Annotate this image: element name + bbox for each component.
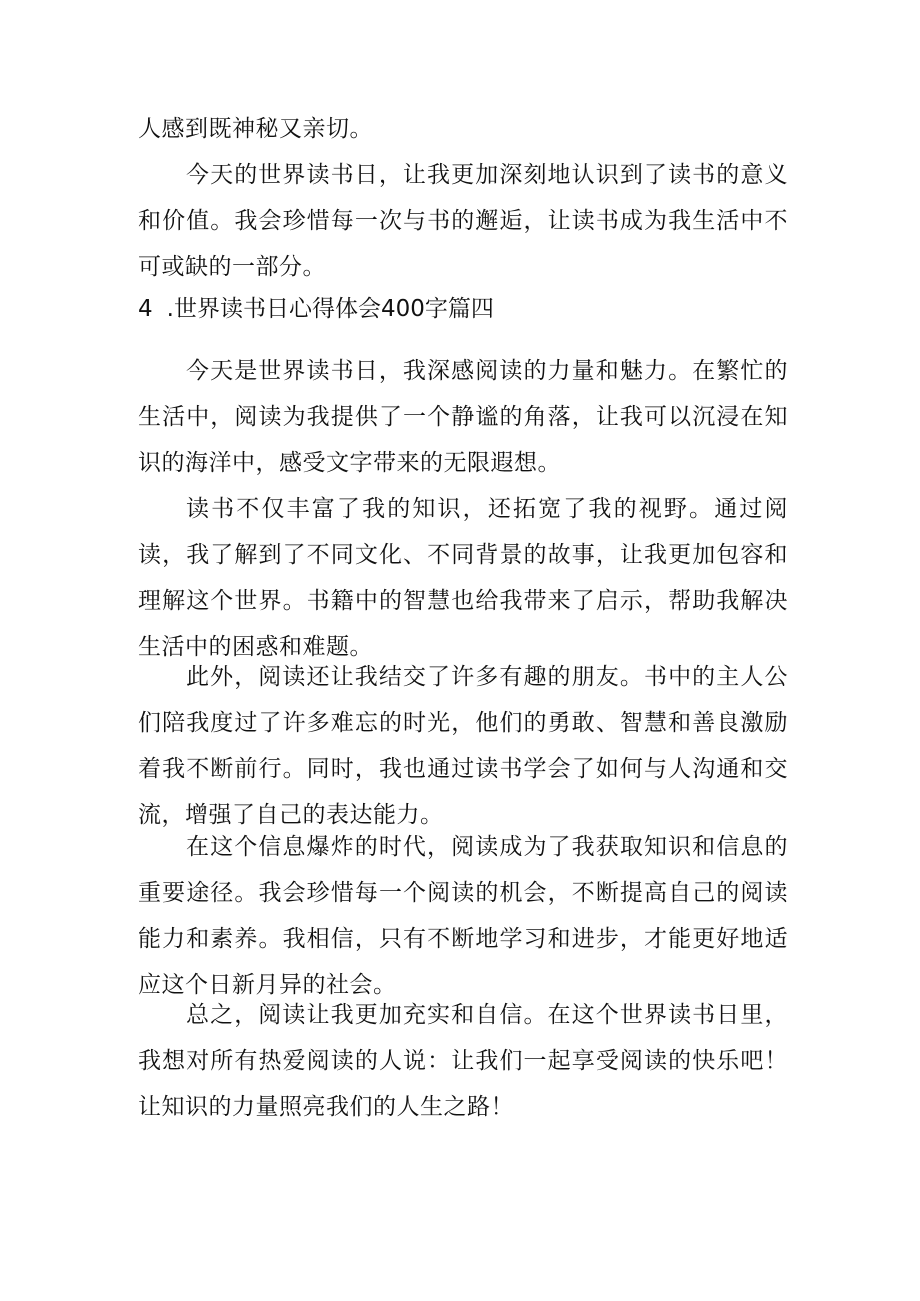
section-title: .世界读书日心得体会400字篇四 bbox=[166, 296, 494, 322]
paragraph-continuation: 人感到既神秘又亲切。 bbox=[138, 116, 373, 142]
section-heading bbox=[138, 286, 788, 332]
paragraph: 读书不仅丰富了我的知识，还拓宽了我的视野。通过阅读，我了解到了不同文化、不同背景的故事，让我更加包容和理解这个世界。书籍中的智慧也给我带来了启示，帮助我解决生活中的困惑和难题。 bbox=[138, 496, 788, 660]
paragraph: 此外，阅读还让我结交了许多有趣的朋友。书中的主人公们陪我度过了许多难忘的时光，他们的勇敢、智慧和善良激励着我不断前行。同时，我也通过读书学会了如何与人沟通和交流，增强了自己的表达能力。 bbox=[138, 664, 788, 828]
paragraph: 在这个信息爆炸的时代，阅读成为了我获取知识和信息的重要途径。我会珍惜每一个阅读的机会，不断提高自己的阅读能力和素养。我相信，只有不断地学习和进步，才能更好地适应这个日新月异的社会。 bbox=[138, 834, 788, 998]
paragraph: 总之，阅读让我更加充实和自信。在这个世界读书日里，我想对所有热爱阅读的人说：让我们一起享受阅读的快乐吧！让知识的力量照亮我们的人生之路！ bbox=[138, 1002, 788, 1120]
section-number: 4 bbox=[138, 296, 153, 322]
paragraph: 今天是世界读书日，我深感阅读的力量和魅力。在繁忙的生活中，阅读为我提供了一个静谧的角落，让我可以沉浸在知识的海洋中，感受文字带来的无限遐想。 bbox=[138, 358, 788, 476]
paragraph: 今天的世界读书日，让我更加深刻地认识到了读书的意义和价值。我会珍惜每一次与书的邂逅，让读书成为我生活中不可或缺的一部分。 bbox=[138, 162, 788, 280]
